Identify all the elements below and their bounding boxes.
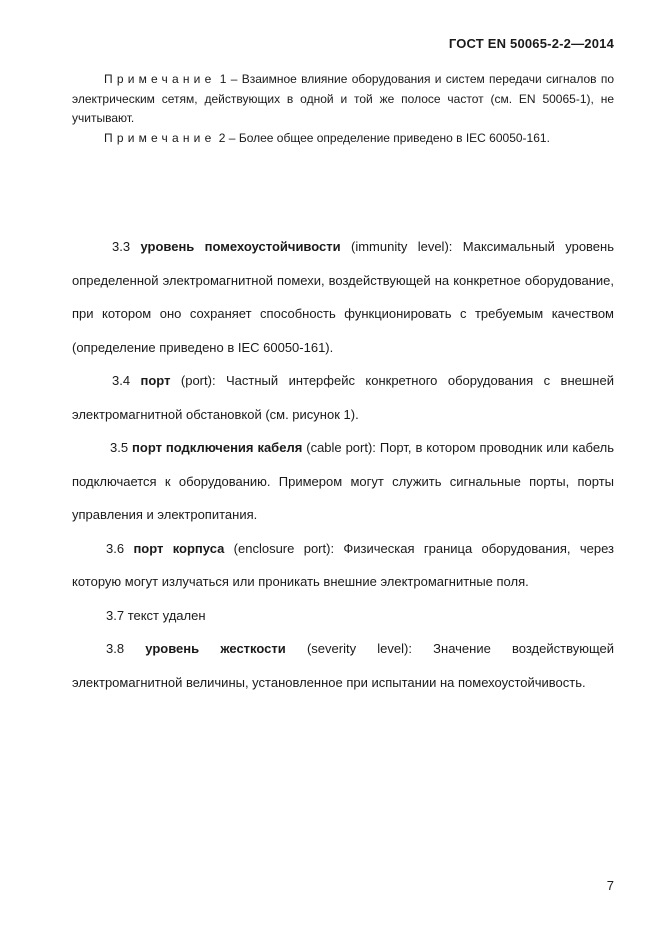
clause-text: текст удален: [124, 607, 206, 623]
clause-3-6: [72, 532, 614, 599]
clause-text: (cable port): Порт, в котором проводник или кабель подключается к оборудованию. Примером могут служить сигнальные порты, порты управления и электропитания.: [72, 440, 615, 522]
page-number: 7: [606, 878, 614, 893]
clause-number: 3.5: [110, 440, 129, 455]
clause-term: уровень жесткости: [145, 641, 286, 656]
note-2: [72, 129, 614, 149]
note-text: 1 – Взаимное влияние оборудования и систем передачи сигналов по электрическим сетям, действующих в одной и той же полосе частот (см. EN 50065-1), не учитывают.: [72, 72, 614, 125]
definitions-block: [72, 230, 614, 699]
clause-term: порт корпуса: [133, 540, 225, 556]
note-1: [72, 70, 614, 129]
clause-3-3: [72, 230, 614, 364]
notes-block: [72, 70, 614, 148]
clause-3-8: [72, 632, 614, 699]
note-text: 2 – Более общее определение приведено в IEC 60050-161.: [215, 130, 550, 145]
clause-term: уровень помехоустойчивости: [140, 239, 341, 254]
clause-term: порт подключения кабеля: [132, 440, 303, 455]
clause-number: 3.3: [112, 239, 131, 254]
clause-3-7: [72, 599, 614, 633]
clause-3-4: [72, 364, 614, 431]
note-label: Примечание: [104, 72, 216, 86]
standard-designation: ГОСТ EN 50065-2-2—2014: [448, 36, 614, 51]
clause-3-5: [72, 431, 614, 532]
clause-text: (enclosure port): Физическая граница оборудования, через которую могут излучаться или проникать внешние электромагнитные поля.: [72, 540, 614, 589]
clause-number: 3.7: [106, 607, 125, 623]
note-label: Примечание: [104, 130, 216, 145]
clause-text: (port): Частный интерфейс конкретного оборудования с внешней электромагнитной обстановкой (см. рисунок 1).: [72, 373, 614, 422]
clause-number: 3.8: [106, 641, 125, 656]
clause-text: (severity level): Значение воздействующей электромагнитной величины, установленное при испытании на помехоустойчивость.: [72, 641, 615, 690]
clause-text: (immunity level): Максимальный уровень определенной электромагнитной помехи, воздействующей на конкретное оборудование, при котором оно сохраняет способность функционировать с требуемым качеством (определение приведено в IEC 60050-161).: [72, 239, 614, 355]
clause-term: порт: [140, 373, 171, 388]
clause-number: 3.6: [106, 540, 125, 556]
clause-number: 3.4: [112, 373, 131, 388]
